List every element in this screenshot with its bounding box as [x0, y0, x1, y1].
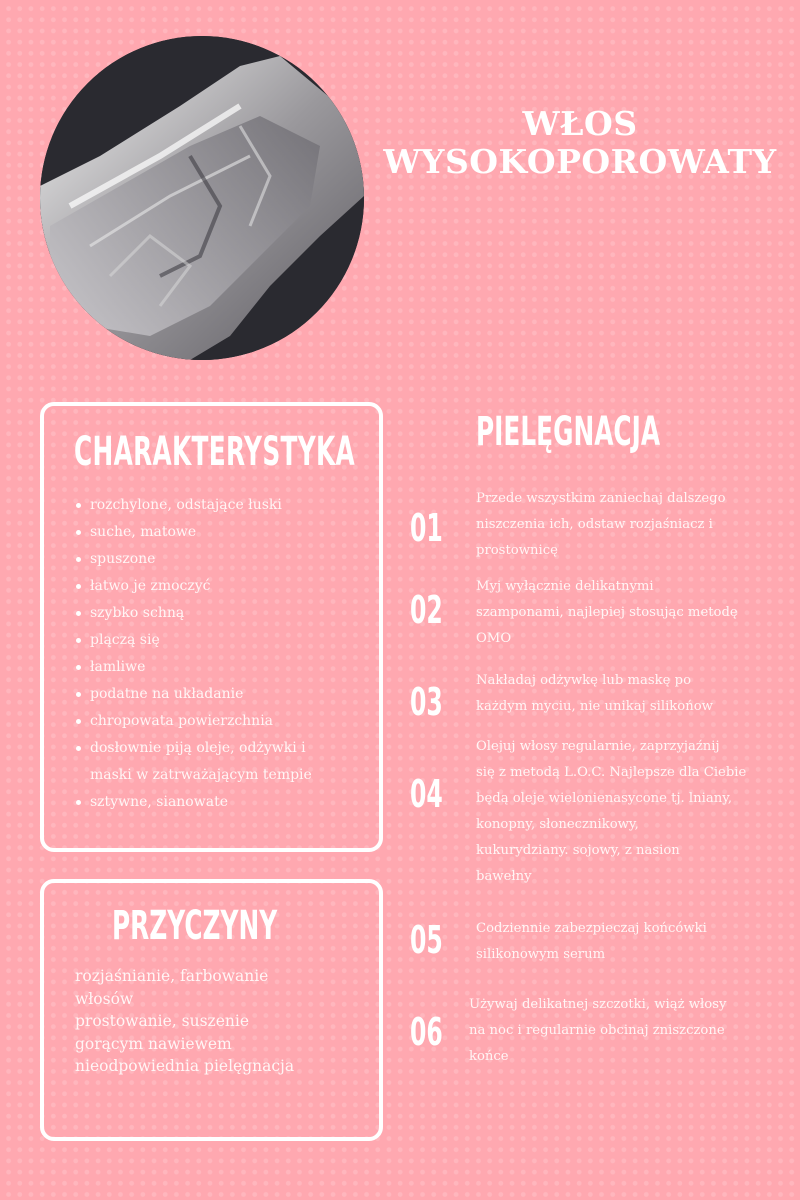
- list-item: suche, matowe: [62, 519, 312, 546]
- step-line: się z metodą L.O.C. Najlepsze dla Ciebie: [476, 765, 747, 780]
- title-line-1: WŁOS: [522, 104, 638, 143]
- step-number: 05: [410, 918, 443, 962]
- list-item: spuszone: [62, 546, 312, 573]
- step-number: 04: [410, 772, 443, 816]
- page-title: [380, 105, 780, 181]
- step-text: [476, 734, 746, 890]
- step-line: silikonowym serum: [476, 947, 606, 962]
- step-line: niszczenia ich, odstaw rozjaśniacz i: [476, 517, 713, 532]
- step-number: 01: [410, 506, 443, 550]
- step-text: [469, 992, 726, 1070]
- characteristics-list: [62, 492, 312, 816]
- step-line: Olejuj włosy regularnie, zaprzyjaźnij: [476, 739, 720, 754]
- list-item-continuation: maski w zatrważającym tempie: [90, 767, 312, 783]
- hair-micrograph-image: [40, 36, 364, 360]
- step-line: końce: [469, 1049, 509, 1064]
- step-number: 03: [410, 680, 443, 724]
- step-number: 02: [410, 588, 443, 632]
- list-item: plączą się: [62, 627, 312, 654]
- cause-line: prostowanie, suszenie: [75, 1012, 249, 1030]
- step-line: na noc i regularnie obcinaj zniszczone: [469, 1023, 725, 1038]
- step-line: każdym myciu, nie unikaj silikońow: [476, 699, 713, 714]
- step-number: 06: [410, 1010, 443, 1054]
- cause-line: włosów: [75, 989, 134, 1008]
- step-text: [476, 668, 713, 720]
- step-line: Przede wszystkim zaniechaj dalszego: [476, 491, 726, 506]
- step-text: [476, 916, 707, 968]
- step-line: Nakładaj odżywkę lub maskę po: [476, 673, 692, 688]
- causes-heading: PRZYCZYNY: [112, 903, 278, 949]
- step-line: Codziennie zabezpieczaj końcówki: [476, 921, 707, 936]
- list-item: łatwo je zmoczyć: [62, 573, 312, 600]
- cause-line: rozjaśnianie, farbowanie: [75, 967, 269, 985]
- step-line: bawełny: [476, 869, 532, 884]
- step-line: Używaj delikatnej szczotki, wiąż włosy: [469, 997, 727, 1012]
- list-item: rozchylone, odstające łuski: [62, 492, 312, 519]
- characteristics-heading: CHARAKTERYSTYKA: [74, 429, 356, 475]
- list-item: dosłownie piją oleje, odżywki i: [62, 735, 312, 762]
- list-item: podatne na układanie: [62, 681, 312, 708]
- step-line: będą oleje wielonienasycone tj. lniany,: [476, 791, 733, 806]
- step-line: kukurydziany. sojowy, z nasion: [476, 843, 680, 858]
- list-item: łamliwe: [62, 654, 312, 681]
- cause-line: gorącym nawiewem: [75, 1034, 232, 1053]
- list-item: sztywne, sianowate: [62, 789, 312, 816]
- step-line: prostownicę: [476, 543, 558, 558]
- list-item: szybko schną: [62, 600, 312, 627]
- step-line: OMO: [476, 631, 512, 646]
- step-line: Myj wyłącznie delikatnymi: [476, 579, 654, 594]
- causes-text: [75, 965, 294, 1078]
- list-item: chropowata powierzchnia: [62, 708, 312, 735]
- step-text: [476, 574, 738, 652]
- title-line-2: WYSOKOPOROWATY: [383, 142, 777, 181]
- care-heading: PIELĘGNACJA: [476, 409, 661, 455]
- cause-line: nieodpowiednia pielęgnacja: [75, 1057, 295, 1075]
- step-line: konopny, słonecznikowy,: [476, 817, 639, 832]
- step-text: [476, 486, 726, 564]
- step-line: szamponami, najlepiej stosując metodę: [476, 605, 738, 620]
